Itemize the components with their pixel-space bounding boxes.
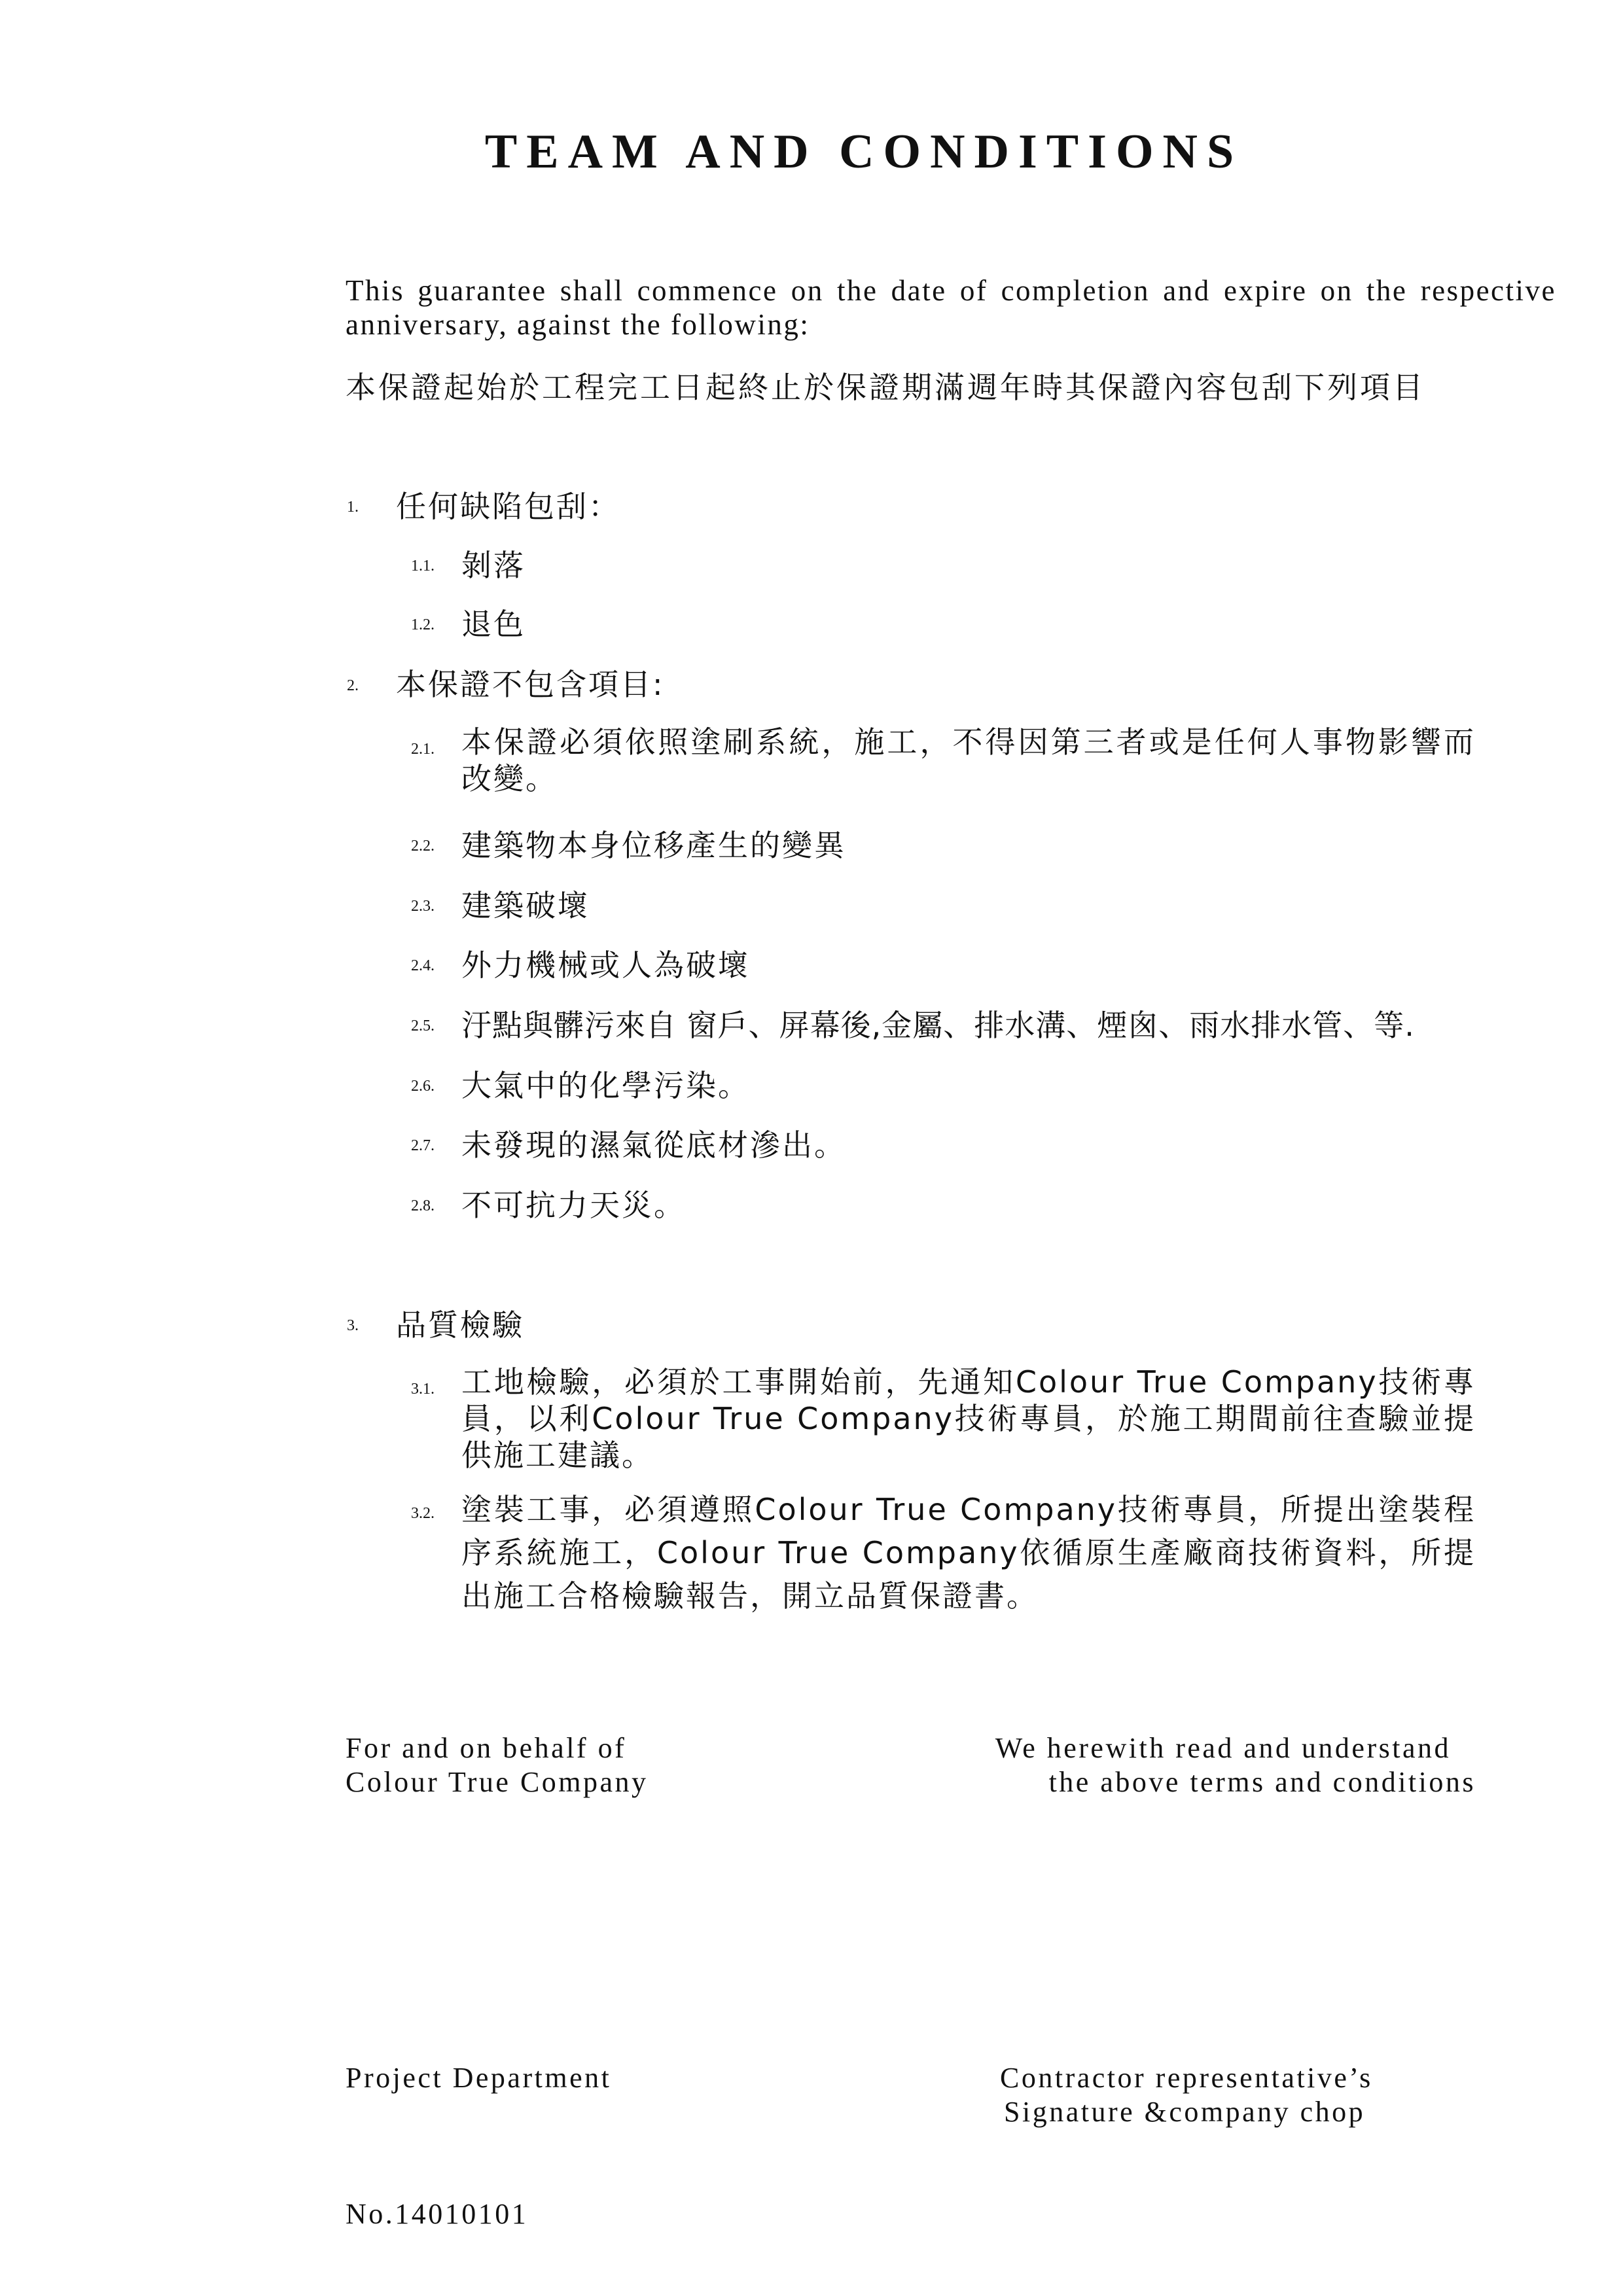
item-number: 2.4. bbox=[411, 957, 435, 974]
document-number: No.14010101 bbox=[346, 2198, 529, 2230]
acknowledgement-line: We herewith read and understand bbox=[995, 1732, 1451, 1764]
item-number: 2.7. bbox=[411, 1137, 435, 1154]
contractor-line: Contractor representative’s bbox=[1000, 2062, 1373, 2094]
contractor-signature bbox=[1000, 2061, 1373, 2129]
list-item: 剝落 bbox=[461, 548, 526, 583]
list-item: 汙點與髒污來自 窗戶、屏幕後,金屬、排水溝、煙囪、雨水排水管、等. bbox=[461, 1008, 1415, 1043]
list-item: 大氣中的化學污染。 bbox=[461, 1068, 750, 1103]
signoff-line: Colour True Company bbox=[346, 1766, 649, 1798]
intro-english: This guarantee shall commence on the date of completion and expire on the respective anniversary, against the following: bbox=[346, 274, 1556, 341]
item-number: 2.1. bbox=[411, 741, 435, 758]
item-number: 1.1. bbox=[411, 557, 435, 574]
acknowledgement bbox=[995, 1731, 1476, 1799]
list-item: 塗裝工事，必須遵照Colour True Company技術專員，所提出塗裝程序系統施工，Colour True Company依循原生產廠商技術資料，所提出施工合格檢驗報告，開立品質保證書。 bbox=[461, 1492, 1476, 1614]
intro-chinese: 本保證起始於工程完工日起終止於保證期滿週年時其保證內容包刮下列項目 bbox=[346, 370, 1425, 405]
item-number: 3.1. bbox=[411, 1381, 435, 1398]
item-number: 2.2. bbox=[411, 838, 435, 855]
list-item: 不可抗力天災。 bbox=[461, 1188, 686, 1223]
item-number: 1.2. bbox=[411, 616, 435, 633]
section-number: 3. bbox=[347, 1317, 359, 1334]
section-title: 品質檢驗 bbox=[396, 1307, 524, 1343]
signoff-line: For and on behalf of bbox=[346, 1732, 627, 1764]
list-item: 建築物本身位移產生的變異 bbox=[461, 828, 846, 863]
section-title: 本保證不包含項目: bbox=[396, 667, 665, 702]
acknowledgement-line: the above terms and conditions bbox=[1048, 1766, 1476, 1798]
list-item: 建築破壞 bbox=[461, 888, 590, 923]
item-number: 2.6. bbox=[411, 1078, 435, 1095]
item-number: 2.5. bbox=[411, 1017, 435, 1034]
list-item: 退色 bbox=[461, 607, 526, 642]
item-number: 3.2. bbox=[411, 1505, 435, 1522]
company-signoff bbox=[346, 1731, 649, 1799]
project-department: Project Department bbox=[346, 2062, 612, 2094]
list-item: 未發現的濕氣從底材滲出。 bbox=[461, 1127, 846, 1163]
item-number: 2.3. bbox=[411, 898, 435, 915]
list-item: 工地檢驗，必須於工事開始前，先通知Colour True Company技術專員，以利Colour True Company技術專員，於施工期間前往查驗並提供施工建議。 bbox=[461, 1364, 1476, 1473]
list-item: 本保證必須依照塗刷系統，施工，不得因第三者或是任何人事物影響而改變。 bbox=[461, 724, 1476, 796]
item-number: 2.8. bbox=[411, 1197, 435, 1214]
contractor-line: Signature &company chop bbox=[1004, 2096, 1366, 2128]
list-item: 外力機械或人為破壞 bbox=[461, 947, 750, 983]
section-number: 2. bbox=[347, 677, 359, 694]
section-title: 任何缺陷包刮： bbox=[396, 489, 620, 524]
document-title: TEAM AND CONDITIONS bbox=[484, 125, 1243, 179]
section-number: 1. bbox=[347, 499, 359, 516]
